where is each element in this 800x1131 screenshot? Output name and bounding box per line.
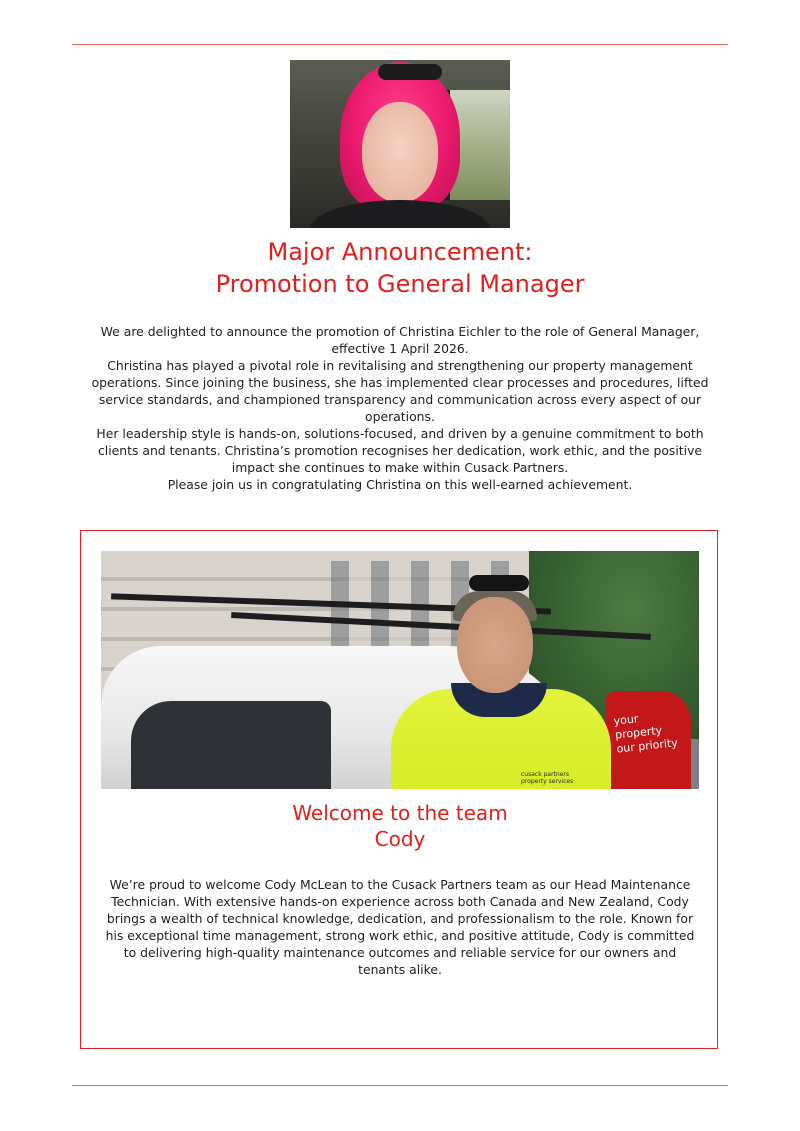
top-divider	[72, 44, 728, 45]
sunglasses-on-head	[378, 64, 442, 80]
welcome-heading-name: Cody	[374, 827, 426, 851]
shirt-logo	[521, 771, 577, 785]
announcement-paragraph: We are delighted to announce the promotion of Christina Eichler to the role of General Manager, effective 1 April 2026.	[100, 324, 700, 356]
shirt-logo-line2: property services	[521, 778, 574, 785]
announcement-heading-line2: Promotion to General Manager	[215, 270, 585, 298]
sunglasses-on-cap	[469, 575, 529, 591]
welcome-body: We’re proud to welcome Cody McLean to the Cusack Partners team as our Head Maintenance Technician. With extensive hands-on experience across both Canada and New Zealand, Cody brings a wealth of technical knowledge, dedication, and professionalism to the role. Known for his exceptional time management, strong work ethic, and positive attitude, Cody is committed to delivering high-quality maintenance outcomes and reliable service for our owners and tenants alike.	[105, 877, 695, 977]
announcement-paragraph: Christina has played a pivotal role in revitalising and strengthening our property management operations. Since joining the business, she has implemented clear processes and procedures, lifted service standards, and championed transparency and communication across every aspect of our operations.	[91, 358, 709, 424]
bottom-divider	[72, 1085, 728, 1086]
welcome-heading-line1: Welcome to the team	[292, 801, 508, 825]
cody-face	[457, 597, 533, 693]
cody-banner-photo	[101, 551, 699, 789]
announcement-heading-line1: Major Announcement:	[267, 238, 533, 266]
van-window	[131, 701, 331, 789]
announcement-paragraph: Her leadership style is hands-on, solutions-focused, and driven by a genuine commitment to both clients and tenants. Christina’s promotion recognises her dedication, work ethic, and the positive impact she continues to make within Cusack Partners.	[96, 426, 704, 475]
van-slogan-line2: our priority	[615, 736, 679, 756]
announcement-body	[88, 323, 712, 493]
christina-portrait-photo	[290, 60, 510, 228]
van-slogan	[613, 707, 687, 756]
announcement-paragraph: Please join us in congratulating Christina on this well-earned achievement.	[167, 477, 633, 492]
dark-top	[310, 200, 490, 228]
shirt-logo-line1: cusack partners	[521, 771, 569, 778]
face	[362, 102, 438, 202]
van-slogan-line1: your property	[612, 712, 663, 742]
